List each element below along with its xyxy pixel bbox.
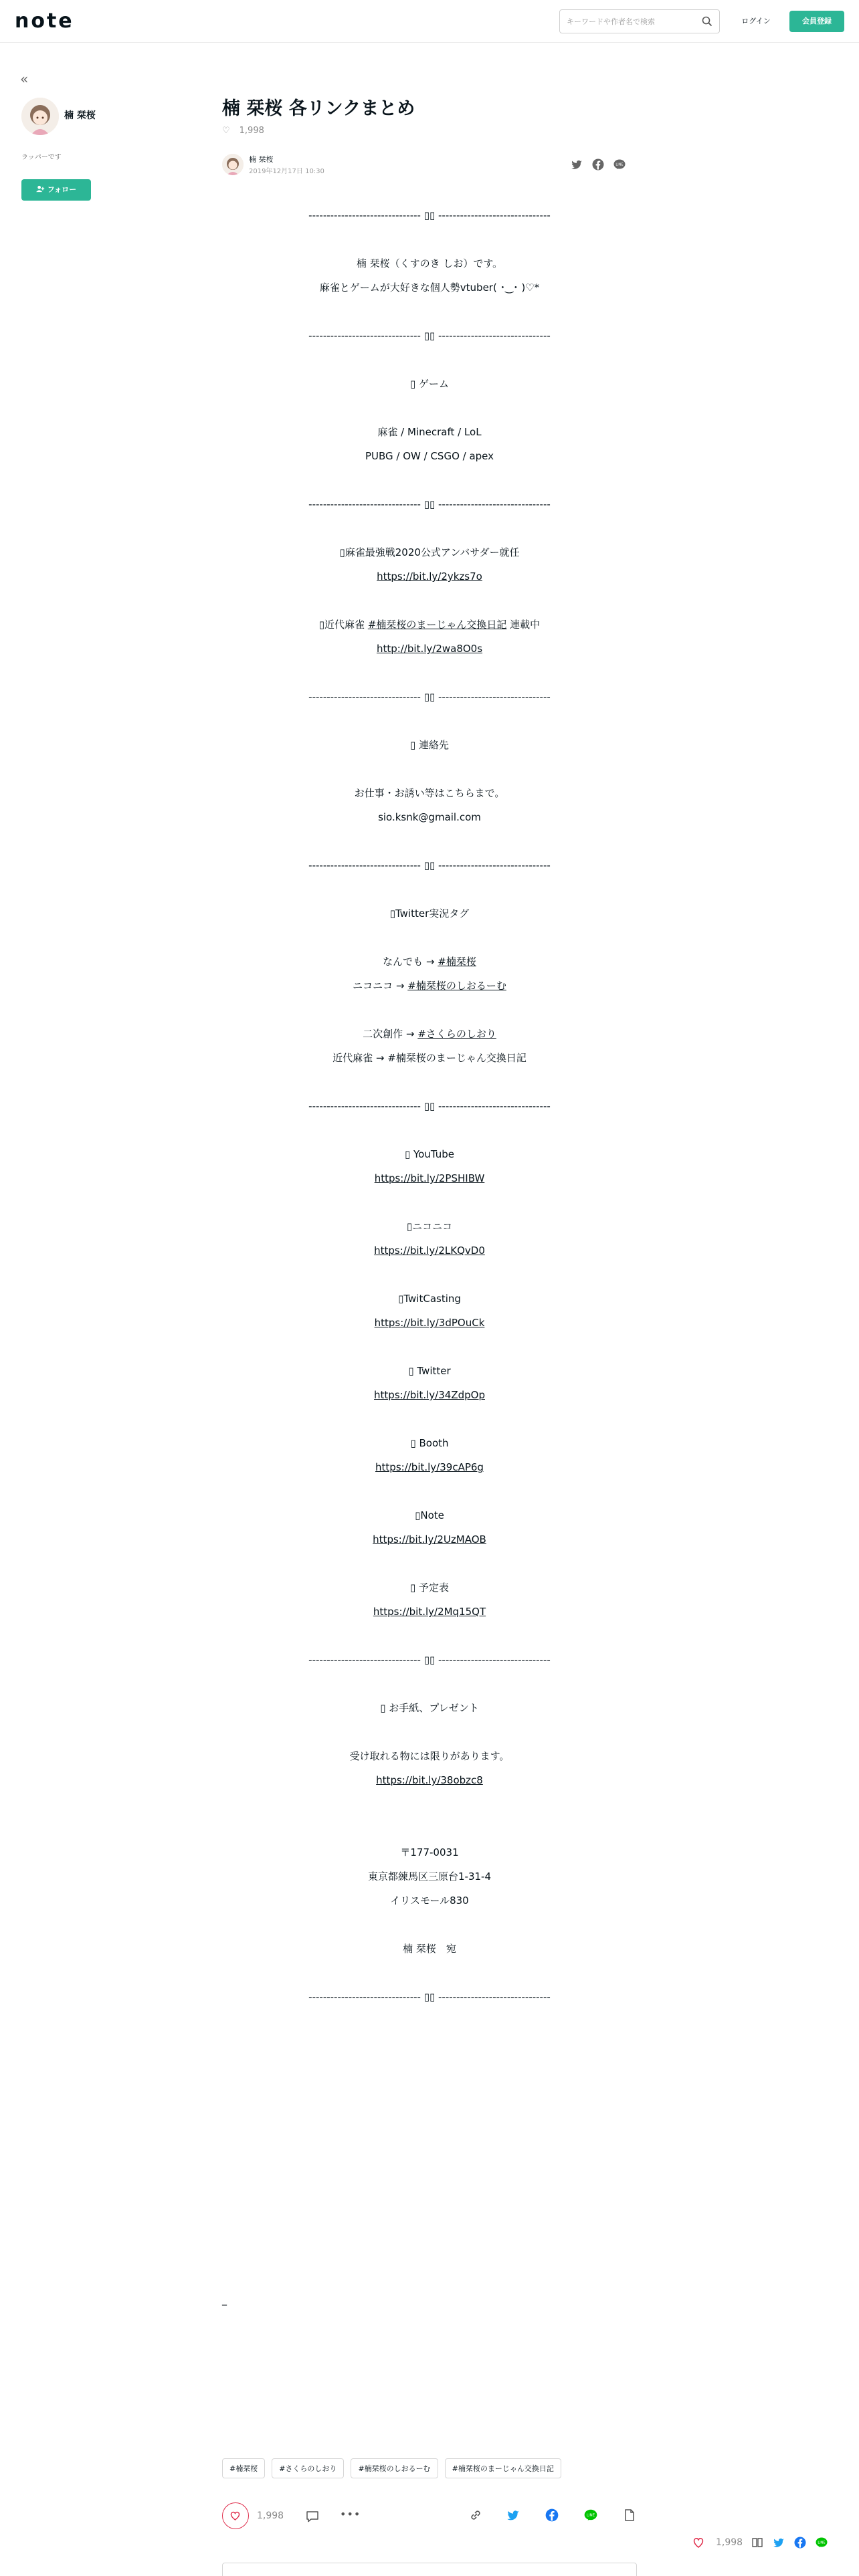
follow-button[interactable] [21,179,91,201]
separator-line: ------------------------------- ▯▯ ------------------------------- [308,1100,551,1112]
hashtag-chip[interactable]: #楠栞桜 [222,2458,265,2478]
publish-date: 2019年12月17日 10:30 [249,168,324,175]
signup-button[interactable]: 会員登録 [789,11,844,32]
article-like-summary [222,126,264,136]
like-count[interactable]: 1,998 [716,2537,743,2548]
svg-text:LINE: LINE [818,2541,826,2545]
twitter-link[interactable]: https://bit.ly/34ZdpOp [374,1389,485,1401]
section-heading-gifts: ▯ お手紙、プレゼント [380,1702,479,1714]
like-count[interactable]: 1,998 [257,2510,284,2521]
heart-icon [223,2503,248,2528]
separator-line: ------------------------------- ▯▯ ------------------------------- [308,1654,551,1666]
heart-icon[interactable]: ♡ [222,126,230,136]
facebook-share-icon[interactable] [793,2536,807,2549]
copy-link-icon[interactable] [468,2508,483,2523]
twitcasting-link[interactable]: https://bit.ly/3dPOuCk [374,1317,485,1329]
tag-line [222,974,637,998]
site-header [0,0,859,43]
note-link[interactable]: https://bit.ly/2UzMAOB [373,1533,486,1545]
section-heading-twitter-tags: ▯Twitter実況タグ [389,907,470,920]
gift-text: 受け取れる物には限りがあります。 [349,1750,510,1762]
search-icon[interactable] [702,16,712,27]
link-heading-booth: ▯ Booth [410,1437,449,1449]
separator-line: ------------------------------- ▯▯ ------------------------------- [308,859,551,871]
comment-icon[interactable] [305,2509,320,2524]
creator-bio: ラッパーです [21,154,62,161]
gift-link[interactable]: https://bit.ly/38obzc8 [376,1774,483,1786]
contact-text: お仕事・お誘い等はこちらまで。 [354,787,505,799]
floating-action-bar [692,2536,828,2549]
link-heading-twitcasting: ▯TwitCasting [398,1293,461,1305]
address-line: 〒177-0031 [400,1846,459,1858]
twitter-share-icon[interactable] [772,2536,785,2549]
intro-text: 麻雀とゲームが大好きな個人勢vtuber( ･‿･ )♡* [319,282,540,294]
tag-line [222,950,637,974]
twitter-icon[interactable] [570,158,583,171]
author-avatar[interactable] [222,154,244,175]
kindai-suffix: 連載中 [506,619,541,631]
tag-line [222,1022,637,1046]
intro-text: 楠 栞桜（くすのき しお）です。 [356,257,503,270]
facebook-share-icon[interactable] [545,2508,559,2523]
link-heading-niconico: ▯ニコニコ [406,1220,453,1232]
link-heading-schedule: ▯ 予定表 [409,1582,450,1594]
address-recipient: 楠 栞桜 宛 [403,1943,456,1955]
ambassador-link[interactable]: https://bit.ly/2ykzs7o [377,570,482,582]
ambassador-text: ▯麻雀最強戦2020公式アンバサダー就任 [339,546,520,558]
note-logo[interactable]: note [15,9,74,33]
twitter-share-icon[interactable] [506,2508,520,2523]
section-heading-game: ▯ ゲーム [409,378,450,390]
creator-name[interactable]: 楠 栞桜 [64,110,96,121]
separator-line: ------------------------------- ▯▯ ------------------------------- [308,691,551,703]
share-buttons-top [570,158,626,171]
line-icon[interactable] [613,158,626,171]
contact-email: sio.ksnk@gmail.com [378,811,481,823]
trailing-mark: _ [222,2295,227,2306]
youtube-link[interactable]: https://bit.ly/2PSHIBW [374,1172,485,1184]
section-heading-contact: ▯ 連絡先 [409,739,450,751]
hashtag-chip[interactable]: #楠栞桜のまーじゃん交換日記 [445,2458,561,2478]
hashtag-link[interactable]: #さくらのしおり [417,1028,496,1040]
like-button[interactable] [222,2502,249,2529]
embed-icon[interactable] [622,2508,637,2523]
more-options-icon[interactable]: ••• [340,2508,361,2520]
line-share-icon[interactable] [583,2508,598,2523]
like-count[interactable]: 1,998 [239,126,264,136]
heart-icon[interactable] [692,2536,705,2549]
separator-line: ------------------------------- ▯▯ ------------------------------- [308,209,551,221]
link-heading-twitter: ▯ Twitter [408,1365,451,1377]
tag-label: 二次創作 → [363,1028,418,1040]
schedule-link[interactable]: https://bit.ly/2Mq15QT [373,1606,486,1618]
tag-label: なんでも → [383,956,438,968]
separator-line: ------------------------------- ▯▯ ------------------------------- [308,330,551,342]
game-list: PUBG / OW / CSGO / apex [365,450,494,462]
follow-label: フォロー [47,185,77,194]
add-user-icon [36,185,47,194]
hashtag-link[interactable]: #楠栞桜のしおるーむ [407,980,506,992]
hashtag-link[interactable]: #楠栞桜 [438,956,476,968]
link-heading-youtube: ▯ YouTube [404,1148,455,1160]
magazine-icon[interactable] [751,2536,764,2549]
author-name[interactable]: 楠 栞桜 [249,155,274,164]
game-list: 麻雀 / Minecraft / LoL [377,426,482,438]
creator-avatar[interactable] [21,98,59,135]
booth-link[interactable]: https://bit.ly/39cAP6g [375,1461,484,1473]
hashtag-chip[interactable]: #さくらのしおり [272,2458,344,2478]
separator-line: ------------------------------- ▯▯ ------------------------------- [308,498,551,510]
article-title: 楠 栞桜 各リンクまとめ [222,98,415,119]
hashtag-chip[interactable]: #楠栞桜のしおるーむ [351,2458,438,2478]
article-body [222,203,637,2009]
niconico-link[interactable]: https://bit.ly/2LKQvD0 [374,1245,485,1257]
kindai-link[interactable]: http://bit.ly/2wa8O0s [376,643,483,655]
line-share-icon[interactable] [815,2536,828,2549]
article-action-bar [222,2498,637,2536]
collapse-sidebar-icon[interactable]: « [20,71,29,87]
kindai-prefix: ▯近代麻雀 [318,619,368,631]
facebook-icon[interactable] [591,158,605,171]
tag-label: ニコニコ → [353,980,408,992]
comment-box[interactable] [222,2563,637,2576]
svg-text:LINE: LINE [615,163,624,167]
kindai-text [222,613,637,637]
link-heading-note: ▯Note [415,1509,444,1521]
search-box[interactable] [559,9,720,33]
search-input[interactable] [560,10,694,33]
hashtag-link[interactable]: #楠栞桜のまーじゃん交換日記 [367,619,507,631]
address-line: イリスモール830 [390,1895,469,1907]
tag-line: 近代麻雀 → #楠栞桜のまーじゃん交換日記 [332,1052,527,1064]
svg-text:LINE: LINE [586,2513,595,2518]
hashtag-list [222,2458,561,2478]
separator-line: ------------------------------- ▯▯ ------------------------------- [308,1991,551,2003]
login-button[interactable]: ログイン [741,17,771,25]
address-line: 東京都練馬区三原台1-31-4 [368,1870,491,1883]
